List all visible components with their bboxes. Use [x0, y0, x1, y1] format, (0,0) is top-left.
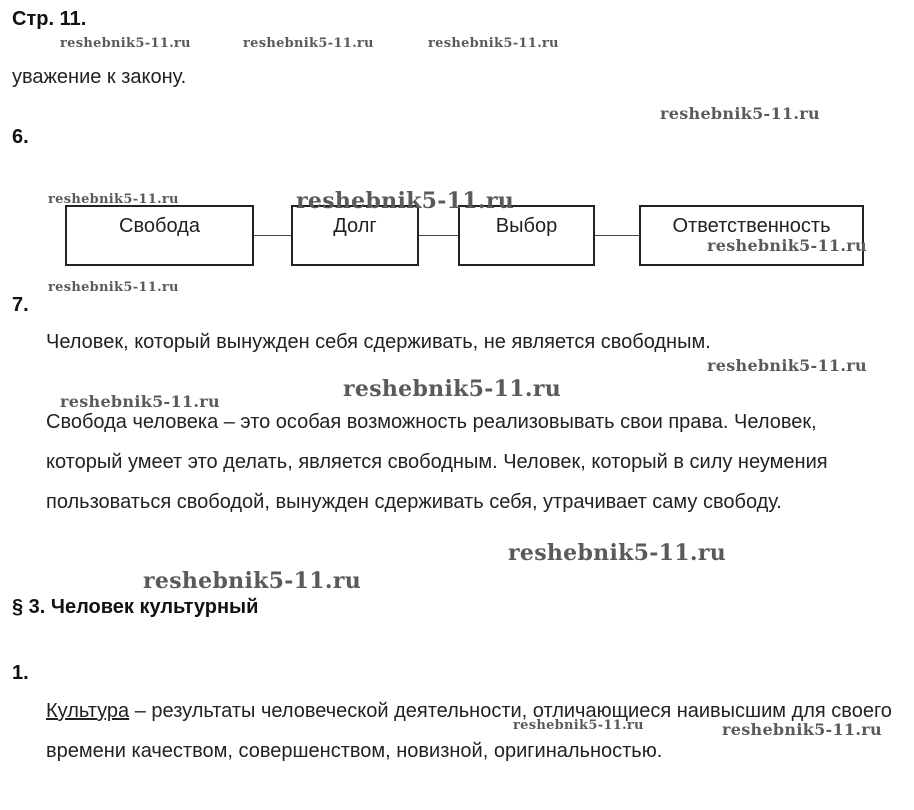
watermark: reshebnik5-11.ru — [428, 36, 559, 51]
watermark: reshebnik5-11.ru — [660, 104, 820, 123]
watermark: reshebnik5-11.ru — [143, 568, 362, 594]
task-7-statement: Человек, который вынужден себя сдерживать, не является свободным. — [46, 331, 711, 353]
chain-box-freedom: Свобода — [65, 205, 254, 266]
task-7-number: 7. — [12, 294, 29, 316]
task-6-number: 6. — [12, 126, 29, 148]
intro-line: уважение к закону. — [12, 66, 187, 88]
watermark: reshebnik5-11.ru — [48, 192, 179, 207]
watermark: reshebnik5-11.ru — [722, 720, 882, 739]
watermark: reshebnik5-11.ru — [243, 36, 374, 51]
chain-box-responsibility: Ответственность — [639, 205, 864, 266]
watermark: reshebnik5-11.ru — [48, 280, 179, 295]
connector-line — [594, 235, 640, 236]
task-7-paragraph: Свобода человека – это особая возможность реализовывать свои права. Человек, который умеет это делать, является свободным. Человек, который в силу неумения пользоваться свободой, вынужден сдерживать себя, утрачивает саму свободу. — [46, 411, 828, 513]
defined-term: Культура — [46, 700, 130, 722]
watermark: reshebnik5-11.ru — [707, 356, 867, 375]
chain-box-choice: Выбор — [458, 205, 595, 266]
section-title: § 3. Человек культурный — [12, 596, 259, 618]
definition-text: – результаты человеческой деятельности, отличающиеся наивысшим для своего времени качеством, совершенством, новизной, оригинальностью. — [46, 700, 892, 762]
watermark: reshebnik5-11.ru — [513, 718, 644, 733]
connector-line — [418, 235, 459, 236]
watermark: reshebnik5-11.ru — [296, 188, 515, 214]
watermark: reshebnik5-11.ru — [60, 392, 220, 411]
watermark: reshebnik5-11.ru — [508, 540, 727, 566]
chain-box-duty: Долг — [291, 205, 419, 266]
watermark: reshebnik5-11.ru — [707, 236, 867, 255]
connector-line — [253, 235, 292, 236]
task-1-number: 1. — [12, 662, 29, 684]
watermark: reshebnik5-11.ru — [343, 376, 562, 402]
watermark: reshebnik5-11.ru — [60, 36, 191, 51]
page-label: Стр. 11. — [12, 8, 87, 30]
